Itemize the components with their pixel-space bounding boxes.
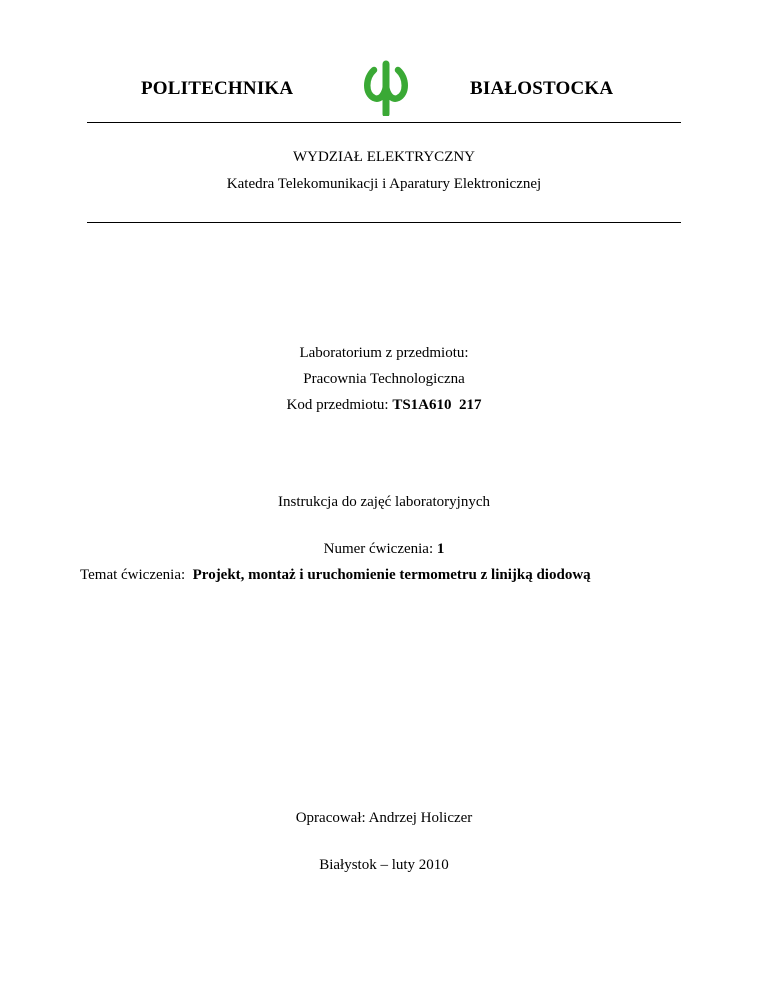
faculty-name: WYDZIAŁ ELEKTRYCZNY (292, 149, 476, 165)
exercise-number-label: Numer ćwiczenia: (323, 541, 434, 557)
exercise-number-value: 1 (436, 541, 445, 557)
university-name-left: POLITECHNIKA (141, 78, 294, 99)
author-line: Opracował: Andrzej Holiczer (295, 810, 473, 826)
exercise-number-line (0, 541, 768, 558)
course-name: Pracownia Technologiczna (303, 371, 465, 387)
department-name: Katedra Telekomunikacji i Aparatury Elektronicznej (226, 176, 542, 192)
course-code-label: Kod przedmiotu: (286, 397, 389, 413)
course-code-value: TS1A610 217 (392, 397, 482, 413)
exercise-topic-line (80, 567, 591, 584)
header-divider (87, 122, 681, 123)
university-logo-icon (362, 60, 410, 116)
course-code-line (0, 397, 768, 414)
lab-subject-label: Laboratorium z przedmiotu: (299, 345, 469, 361)
university-name-right: BIAŁOSTOCKA (470, 78, 614, 99)
instruction-title: Instrukcja do zajęć laboratoryjnych (278, 494, 490, 510)
exercise-topic-value: Projekt, montaż i uruchomienie termometru z linijką diodową (192, 567, 591, 583)
section-divider (87, 222, 681, 223)
exercise-topic-label: Temat ćwiczenia: (80, 567, 186, 583)
place-date-line: Białystok – luty 2010 (319, 857, 449, 873)
